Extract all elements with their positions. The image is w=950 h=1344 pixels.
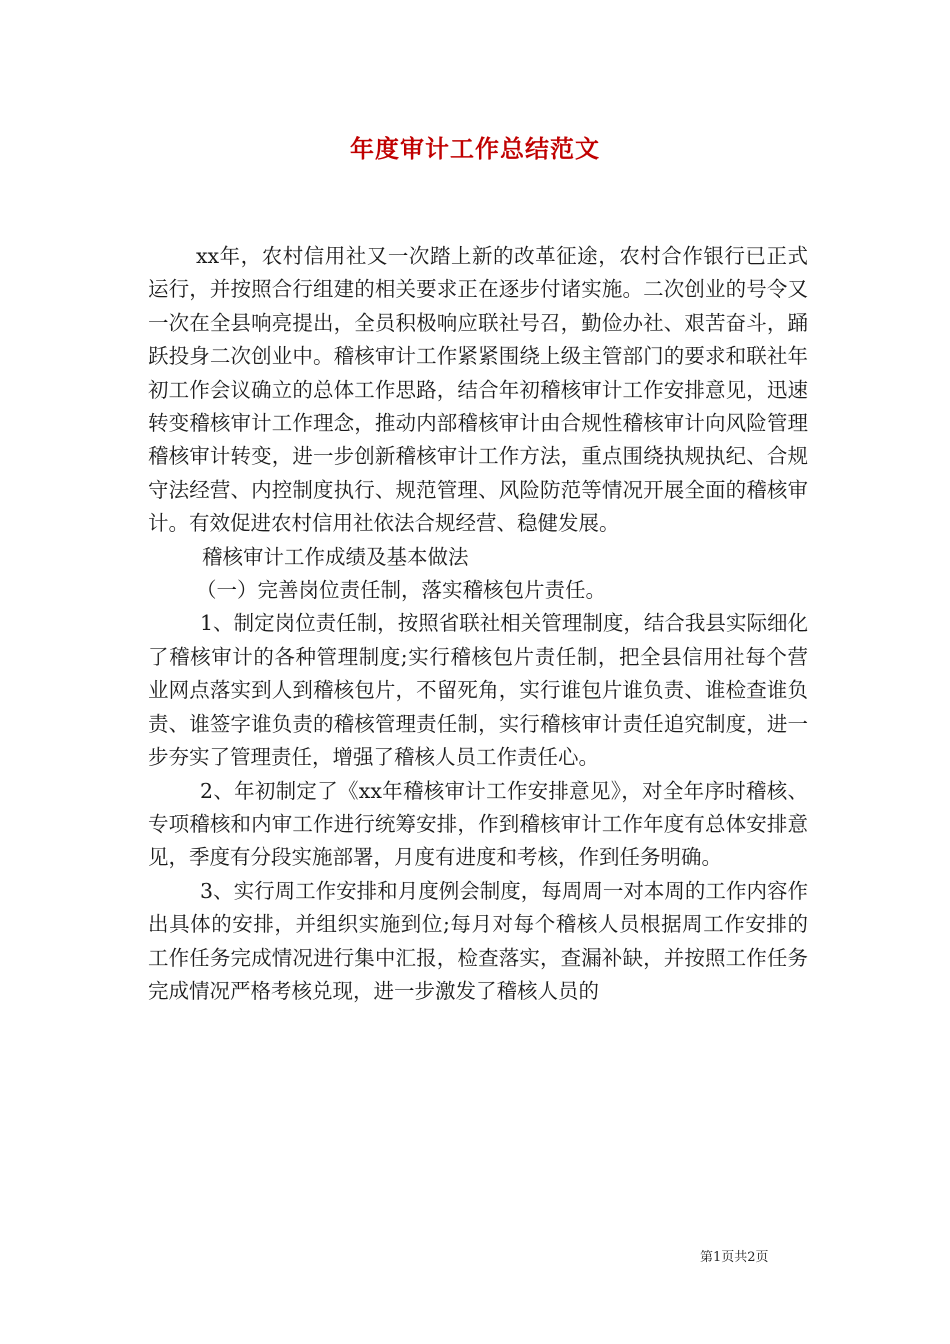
paragraph-item-2: 2、年初制定了《xx年稽核审计工作安排意见》，对全年序时稽核、专项稽核和内审工作进行统筹安排，作到稽核审计工作年度有总体安排意见，季度有分段实施部署，月度有进度和考核，作到任务明确。 (148, 778, 808, 870)
paragraph-intro: xx年，农村信用社又一次踏上新的改革征途，农村合作银行已正式运行，并按照合行组建的相关要求正在逐步付诸实施。二次创业的号令又一次在全县响亮提出，全员积极响应联社号召，勤俭办社、艰苦奋斗，踊跃投身二次创业中。稽核审计工作紧紧围绕上级主管部门的要求和联社年初工作会议确立的总体工作思路，结合年初稽核审计工作安排意见，迅速转变稽核审计工作理念，推动内部稽核审计由合规性稽核审计向风险管理稽核审计转变，进一步创新稽核审计工作方法，重点围绕执规执纪、合规守法经营、内控制度执行、规范管理、风险防范等情况开展全面的稽核审计。有效促进农村信用社依法合规经营、稳健发展。 (148, 244, 808, 536)
section-heading: 稽核审计工作成绩及基本做法 (202, 544, 469, 569)
document-body (148, 240, 808, 1008)
page-number-label: 第1页共2页 (700, 1250, 769, 1265)
subsection-heading: （一）完善岗位责任制，落实稽核包片责任。 (196, 578, 606, 603)
document-title: 年度审计工作总结范文 (350, 134, 600, 163)
paragraph-item-3: 3、实行周工作安排和月度例会制度，每周周一对本周的工作内容作出具体的安排，并组织实施到位;每月对每个稽核人员根据周工作安排的工作任务完成情况进行集中汇报，检查落实，查漏补缺，并按照工作任务完成情况严格考核兑现，进一步激发了稽核人员的 (148, 878, 808, 1003)
page-number (700, 1249, 820, 1267)
paragraph-item-1: 1、制定岗位责任制，按照省联社相关管理制度，结合我县实际细化了稽核审计的各种管理制度;实行稽核包片责任制，把全县信用社每个营业网点落实到人到稽核包片，不留死角，实行谁包片谁负责、谁检查谁负责、谁签字谁负责的稽核管理责任制，实行稽核审计责任追究制度，进一步夯实了管理责任，增强了稽核人员工作责任心。 (148, 611, 808, 770)
